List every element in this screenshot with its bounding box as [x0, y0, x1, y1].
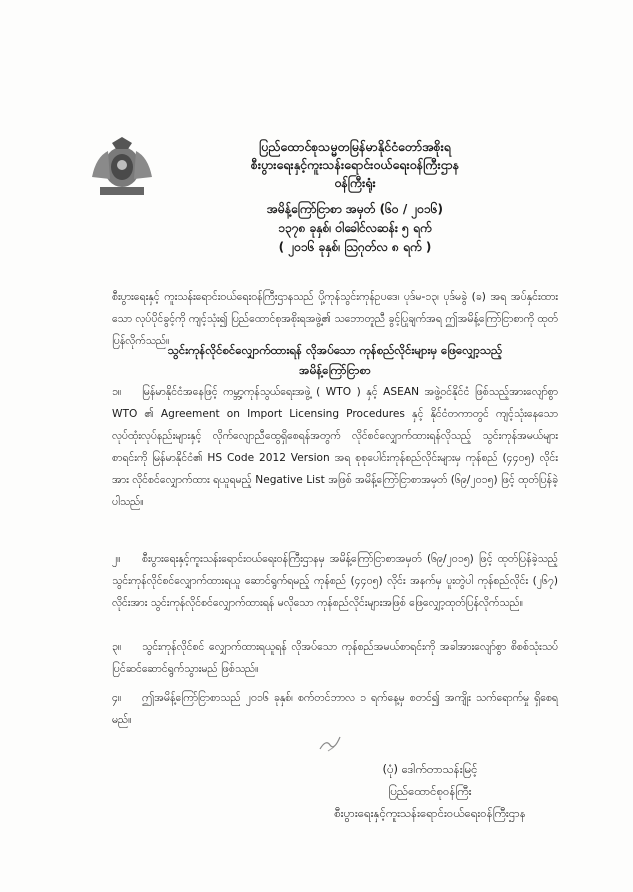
- handwritten-signature-icon: [318, 733, 344, 753]
- paragraph-text: စီးပွားရေးနှင့်ကူးသန်းရောင်းဝယ်ရေးဝန်ကြီးဌာနမှ အမိန့်ကြော်ငြာစာအမှတ် (၆၉/၂၀၁၅) ဖြင့် ထုတ်ပြန်ခဲ့သည့် သွင်းကုန်လိုင်စင်လျှောက်ထားရယူ ဆောင်ရွက်ရမည့် ကုန်စည် (၄၄၀၅) လိုင်း အနက်မှ ပူးတွဲပါ ကုန်စည်လိုင်း (၂၆၇) လိုင်းအား သွင်းကုန်လိုင်စင်လျှောက်ထားရန် မလိုသော ကုန်စည်လိုင်းများအဖြစ် ဖြေလျှော့ထုတ်ပြန်လိုက်သည်။: [112, 553, 558, 609]
- subject-heading: [112, 340, 558, 380]
- myanmar-date: ၁၃၇၈ ခုနှစ်၊ ဝါခေါင်လဆန်း ၅ ရက်: [278, 221, 432, 235]
- paragraph-3: [112, 636, 558, 680]
- paragraph-number: ၂။: [112, 553, 121, 565]
- paragraph-number: ၁။: [112, 386, 122, 398]
- notification-number: အမိန့်ကြော်ငြာစာ အမှတ် (၆၀ / ၂၀၁၆): [266, 202, 444, 216]
- letterhead: [190, 138, 520, 192]
- paragraph-1: [112, 381, 558, 513]
- subject-line-1: သွင်းကုန်လိုင်စင်လျှောက်ထားရန် လိုအပ်သော ကုန်စည်လိုင်းများမှ ဖြေလျှော့သည့်: [167, 343, 503, 357]
- intro-paragraph: စီးပွားရေးနှင့် ကူးသန်းရောင်းဝယ်ရေးဝန်ကြီးဌာနသည် ပို့ကုန်သွင်းကုန်ဥပဒေ၊ ပုဒ်မ-၁၃၊ ပုဒ်မခွဲ (ခ) အရ အပ်နှင်းထားသော လုပ်ပိုင်ခွင့်ကို ကျင့်သုံး၍ ပြည်ထောင်စုအစိုးရအဖွဲ့၏ သဘောတူညီ ခွင့်ပြုချက်အရ ဤအမိန့်ကြော်ငြာစာကို ထုတ်ပြန်လိုက်သည်။: [112, 291, 558, 347]
- gregorian-date: ( ၂၀၁၆ ခုနှစ်၊ ဩဂုတ်လ ၈ ရက် ): [278, 240, 432, 254]
- paragraph-text: ဤအမိန့်ကြော်ငြာစာသည် ၂၀၁၆ ခုနှစ်၊ စက်တင်ဘာလ ၁ ရက်နေ့မှ စတင်၍ အကျိုး သက်ရောက်မှု ရှိစေရမည်။: [112, 692, 558, 726]
- government-name: ပြည်ထောင်စုသမ္မတမြန်မာနိုင်ငံတော်အစိုးရ: [259, 139, 451, 154]
- signatory-ministry: စီးပွားရေးနှင့်ကူးသန်းရောင်းဝယ်ရေးဝန်ကြီးဌာန: [334, 806, 526, 820]
- paragraph-4: [112, 687, 558, 731]
- paragraph-number: ၄။: [112, 692, 122, 704]
- signature-block: [290, 758, 570, 824]
- paragraph-text: မြန်မာနိုင်ငံအနေဖြင့် ကမ္ဘာ့ကုန်သွယ်ရေးအဖွဲ့ ( WTO ) နှင့် ASEAN အဖွဲ့ဝင်နိုင်ငံ ဖြစ်သည့်အားလျော်စွာ WTO ၏ Agreement on Import Licensing Procedures နှင့် နိုင်ငံတကာတွင် ကျင့်သုံးနေသော လုပ်ထုံးလုပ်နည်းများနှင့် လိုက်လျောညီထွေရှိစေရန်အတွက် လိုင်စင်လျှောက်ထားရန်လိုသည့် သွင်းကုန်အမယ်များစာရင်းကို မြန်မာနိုင်ငံ၏ HS Code 2012 Version အရ စုစုပေါင်းကုန်စည်လိုင်းများမှ ကုန်စည် (၄၄၀၅) လိုင်းအား လိုင်စင်လျှောက်ထား ရယူရမည့် Negative List အဖြစ် အမိန့်ကြော်ငြာစာအမှတ် (၆၉/၂၀၁၅) ဖြင့် ထုတ်ပြန်ခဲ့ပါသည်။: [112, 386, 558, 508]
- ministry-name: စီးပွားရေးနှင့်ကူးသန်းရောင်းဝယ်ရေးဝန်ကြီးဌာန: [250, 157, 460, 172]
- signatory-title: ပြည်ထောင်စုဝန်ကြီး: [388, 784, 472, 798]
- paragraph-number: ၃။: [112, 641, 122, 653]
- signatory-name: (ပုံ) ဒေါက်တာသန်းမြင့်: [382, 762, 478, 776]
- state-seal-emblem-icon: [86, 137, 158, 201]
- paragraph-text: သွင်းကုန်လိုင်စင် လျှောက်ထားရယူရန် လိုအပ်သော ကုန်စည်အမယ်စာရင်းကို အခါအားလျော်စွာ စိစစ်သုံးသပ်ပြင်ဆင်ဆောင်ရွက်သွားမည် ဖြစ်သည်။: [112, 641, 558, 675]
- notification-info: [190, 200, 520, 257]
- subject-line-2: အမိန့်ကြော်ငြာစာ: [299, 363, 371, 377]
- paragraph-2: [112, 548, 558, 614]
- office-name: ဝန်ကြီးရုံး: [334, 175, 376, 190]
